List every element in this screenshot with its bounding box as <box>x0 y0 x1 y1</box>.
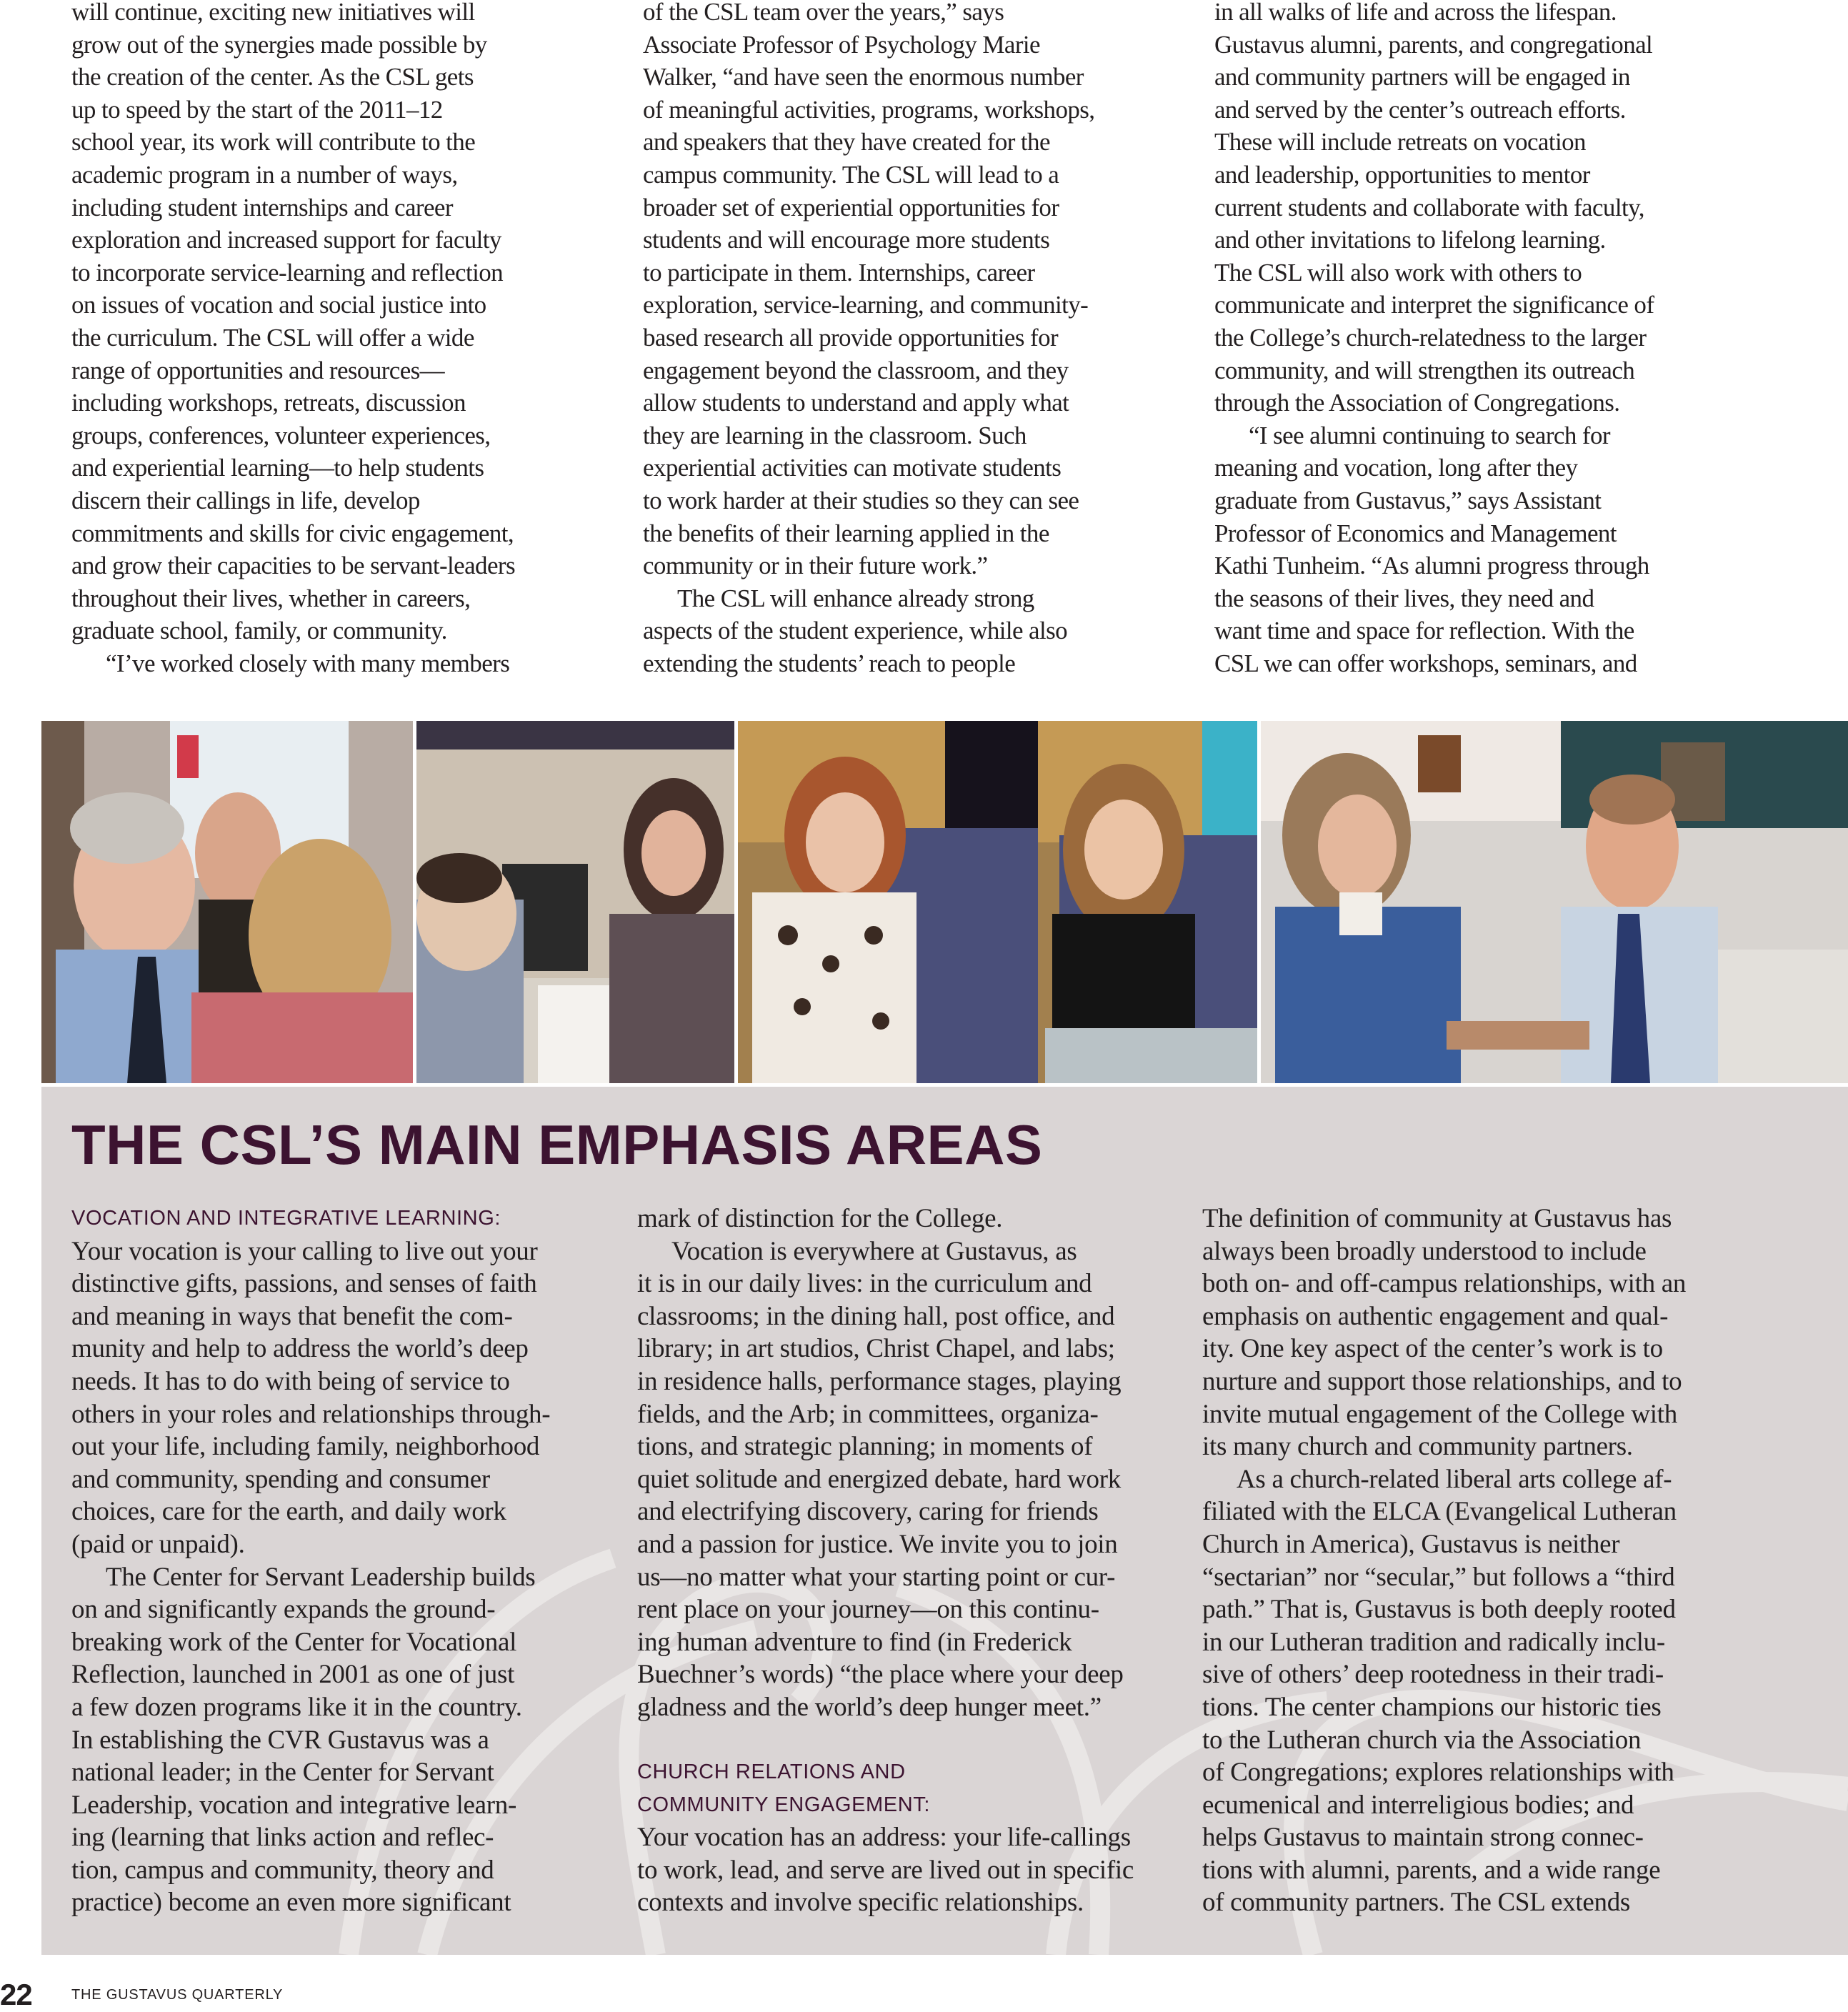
text-line: including workshops, retreats, discussion <box>71 389 466 417</box>
text-line: the College’s church-relatedness to the larger <box>1214 323 1647 352</box>
text-line: breaking work of the Center for Vocational <box>71 1627 517 1657</box>
photo-group-conversation <box>41 721 413 1083</box>
text-line: and grow their capacities to be servant-leaders <box>71 552 515 580</box>
text-line: tions with alumni, parents, and a wide range <box>1202 1855 1661 1885</box>
text-line: Church in America), Gustavus is neither <box>1202 1529 1620 1559</box>
text-line: The definition of community at Gustavus has <box>1202 1204 1672 1233</box>
article-column-3 <box>1214 0 1786 679</box>
text-line: Your vocation has an address: your life-callings <box>637 1823 1131 1853</box>
text-line: of Congregations; explores relationships with <box>1202 1758 1674 1788</box>
text-line: needs. It has to do with being of service to <box>71 1366 510 1396</box>
photo-strip <box>41 721 1848 1083</box>
text-line: both on- and off-campus relationships, with an <box>1202 1269 1687 1299</box>
spacer <box>637 1724 1194 1757</box>
text-line: mark of distinction for the College. <box>637 1204 1003 1233</box>
text-line: helps Gustavus to maintain strong connec- <box>1202 1823 1644 1853</box>
text-line: to participate in them. Internships, career <box>643 258 1035 287</box>
text-line: the creation of the center. As the CSL gets <box>71 63 474 91</box>
text-line: “sectarian” nor “secular,” but follows a “third <box>1202 1562 1675 1592</box>
text-line: choices, care for the earth, and daily work <box>71 1497 506 1527</box>
text-line: to work harder at their studies so they can see <box>643 486 1079 514</box>
text-line: Your vocation is your calling to live out your <box>71 1236 538 1266</box>
article-column-1 <box>71 0 614 679</box>
text-line: meaning and vocation, long after they <box>1214 454 1578 482</box>
text-line: munity and help to address the world’s deep <box>71 1334 529 1364</box>
text-line: its many church and community partners. <box>1202 1432 1633 1462</box>
text-line: and meaning in ways that benefit the com- <box>71 1301 513 1331</box>
text-line: the curriculum. The CSL will offer a wide <box>71 323 474 352</box>
text-line: commitments and skills for civic engagement, <box>71 519 514 547</box>
text-line: filiated with the ELCA (Evangelical Lutheran <box>1202 1497 1677 1527</box>
text-line: and a passion for justice. We invite you to join <box>637 1529 1118 1559</box>
text-line: on and significantly expands the ground- <box>71 1595 496 1625</box>
text-line: invite mutual engagement of the College with <box>1202 1399 1677 1429</box>
text-line: Buechner’s words) “the place where your deep <box>637 1660 1124 1690</box>
text-line: throughout their lives, whether in careers, <box>71 584 471 612</box>
text-line: classrooms; in the dining hall, post office, and <box>637 1301 1115 1331</box>
text-line: Kathi Tunheim. “As alumni progress through <box>1214 552 1649 580</box>
text-line: graduate school, family, or community. <box>71 617 447 645</box>
text-line: tion, campus and community, theory and <box>71 1855 494 1885</box>
text-line: contexts and involve specific relationships. <box>637 1888 1084 1918</box>
text-line: campus community. The CSL will lead to a <box>643 160 1059 189</box>
emphasis-areas-panel <box>41 1087 1848 1955</box>
text-line: they are learning in the classroom. Such <box>643 421 1027 449</box>
text-line: “I’ve worked closely with many members <box>106 649 510 677</box>
text-line: in all walks of life and across the lifespan. <box>1214 0 1617 26</box>
text-line: nurture and support those relationships, and to <box>1202 1366 1682 1396</box>
text-line: want time and space for reflection. With the <box>1214 617 1634 645</box>
text-line: discern their callings in life, develop <box>71 486 420 514</box>
text-line: to work, lead, and serve are lived out in specific <box>637 1855 1134 1885</box>
text-line: ecumenical and interreligious bodies; and <box>1202 1790 1634 1820</box>
text-line: Walker, “and have seen the enormous number <box>643 63 1084 91</box>
text-line: emphasis on authentic engagement and qual- <box>1202 1301 1669 1331</box>
text-line: of the CSL team over the years,” says <box>643 0 1004 26</box>
text-line: The CSL will enhance already strong <box>677 584 1034 612</box>
text-line: including student internships and career <box>71 193 453 221</box>
panel-column-3 <box>1202 1202 1774 1919</box>
text-line: communicate and interpret the significance of <box>1214 291 1654 319</box>
text-line: in residence halls, performance stages, playing <box>637 1366 1122 1396</box>
page-number: 22 <box>0 1978 32 2011</box>
photo-seated-women <box>738 721 1257 1083</box>
text-line: Associate Professor of Psychology Marie <box>643 30 1040 59</box>
text-line: In establishing the CVR Gustavus was a <box>71 1725 489 1755</box>
text-line: Reflection, launched in 2001 as one of just <box>71 1660 515 1690</box>
text-line: CSL we can offer workshops, seminars, and <box>1214 649 1637 677</box>
text-line: and leadership, opportunities to mentor <box>1214 160 1590 189</box>
text-line: exploration and increased support for faculty <box>71 226 501 254</box>
photo-student-and-professor <box>416 721 734 1083</box>
text-line: range of opportunities and resources— <box>71 356 445 384</box>
text-line: the benefits of their learning applied in the <box>643 519 1049 547</box>
text-line: rent place on your journey—on this continu- <box>637 1595 1099 1625</box>
text-line: Vocation is everywhere at Gustavus, as <box>671 1236 1077 1266</box>
text-line: tions, and strategic planning; in moments of <box>637 1432 1093 1462</box>
panel-column-2 <box>637 1202 1194 1919</box>
panel-title: THE CSL’S MAIN EMPHASIS AREAS <box>71 1113 1043 1176</box>
text-line: through the Association of Congregations. <box>1214 389 1620 417</box>
text-line: it is in our daily lives: in the curriculum and <box>637 1269 1092 1299</box>
text-line: (paid or unpaid). <box>71 1529 245 1559</box>
text-line: current students and collaborate with faculty, <box>1214 193 1644 221</box>
text-line: school year, its work will contribute to the <box>71 128 476 156</box>
text-line: sive of others’ deep rootedness in their tradi- <box>1202 1660 1664 1690</box>
text-line: distinctive gifts, passions, and senses of faith <box>71 1269 537 1299</box>
photo-book-discussion <box>1261 721 1848 1083</box>
text-line: and experiential learning—to help students <box>71 454 484 482</box>
text-line: The Center for Servant Leadership builds <box>106 1562 536 1592</box>
text-line: out your life, including family, neighborhood <box>71 1432 540 1462</box>
section-heading: VOCATION AND INTEGRATIVE LEARNING: <box>71 1207 501 1230</box>
text-line: and other invitations to lifelong learning. <box>1214 226 1606 254</box>
text-line: graduate from Gustavus,” says Assistant <box>1214 486 1602 514</box>
text-line: and served by the center’s outreach efforts. <box>1214 95 1626 124</box>
text-line: in our Lutheran tradition and radically inclu- <box>1202 1627 1665 1657</box>
text-line: As a church-related liberal arts college af- <box>1237 1464 1672 1494</box>
text-line: extending the students’ reach to people <box>643 649 1016 677</box>
text-line: will continue, exciting new initiatives will <box>71 0 475 26</box>
text-line: us—no matter what your starting point or cur- <box>637 1562 1116 1592</box>
text-line: engagement beyond the classroom, and they <box>643 356 1069 384</box>
text-line: on issues of vocation and social justice into <box>71 291 486 319</box>
text-line: of community partners. The CSL extends <box>1202 1888 1630 1918</box>
publication-title: THE GUSTAVUS QUARTERLY <box>71 1987 284 2003</box>
text-line: and speakers that they have created for the <box>643 128 1050 156</box>
text-line: allow students to understand and apply what <box>643 389 1069 417</box>
text-line: community or in their future work.” <box>643 552 988 580</box>
text-line: community, and will strengthen its outreach <box>1214 356 1635 384</box>
article-column-2 <box>643 0 1186 679</box>
text-line: to incorporate service-learning and reflection <box>71 258 504 287</box>
text-line: national leader; in the Center for Servant <box>71 1758 494 1788</box>
text-line: academic program in a number of ways, <box>71 160 458 189</box>
text-line: ing (learning that links action and reflec- <box>71 1823 494 1853</box>
text-line: and community partners will be engaged in <box>1214 63 1630 91</box>
text-line: quiet solitude and energized debate, hard work <box>637 1464 1121 1494</box>
text-line: and electrifying discovery, caring for friends <box>637 1497 1099 1527</box>
text-line: grow out of the synergies made possible by <box>71 30 487 59</box>
text-line: tions. The center champions our historic ties <box>1202 1692 1662 1722</box>
text-line: exploration, service-learning, and community- <box>643 291 1089 319</box>
text-line: experiential activities can motivate students <box>643 454 1062 482</box>
text-line: ing human adventure to find (in Frederick <box>637 1627 1072 1657</box>
text-line: The CSL will also work with others to <box>1214 258 1582 287</box>
text-line: These will include retreats on vocation <box>1214 128 1586 156</box>
text-line: of meaningful activities, programs, workshops, <box>643 95 1095 124</box>
text-line: and community, spending and consumer <box>71 1464 490 1494</box>
text-line: Professor of Economics and Management <box>1214 519 1617 547</box>
text-line: always been broadly understood to include <box>1202 1236 1647 1266</box>
text-line: based research all provide opportunities for <box>643 323 1059 352</box>
text-line: broader set of experiential opportunities for <box>643 193 1059 221</box>
section-heading: COMMUNITY ENGAGEMENT: <box>637 1793 931 1816</box>
text-line: to the Lutheran church via the Association <box>1202 1725 1642 1755</box>
text-line: a few dozen programs like it in the country. <box>71 1692 522 1722</box>
section-heading: CHURCH RELATIONS AND <box>637 1760 906 1784</box>
text-line: practice) become an even more significant <box>71 1888 511 1918</box>
text-line: “I see alumni continuing to search for <box>1249 421 1610 449</box>
text-line: gladness and the world’s deep hunger meet.” <box>637 1692 1102 1722</box>
text-line: Leadership, vocation and integrative learn- <box>71 1790 517 1820</box>
text-line: aspects of the student experience, while also <box>643 617 1068 645</box>
text-line: students and will encourage more students <box>643 226 1050 254</box>
text-line: fields, and the Arb; in committees, organiza- <box>637 1399 1099 1429</box>
text-line: groups, conferences, volunteer experiences, <box>71 421 491 449</box>
text-line: the seasons of their lives, they need and <box>1214 584 1594 612</box>
text-line: ity. One key aspect of the center’s work is to <box>1202 1334 1663 1364</box>
text-line: library; in art studios, Christ Chapel, and labs; <box>637 1334 1115 1364</box>
text-line: others in your roles and relationships through- <box>71 1399 551 1429</box>
text-line: Gustavus alumni, parents, and congregational <box>1214 30 1653 59</box>
panel-column-1 <box>71 1202 629 1919</box>
text-line: up to speed by the start of the 2011–12 <box>71 95 443 124</box>
text-line: path.” That is, Gustavus is both deeply rooted <box>1202 1595 1676 1625</box>
